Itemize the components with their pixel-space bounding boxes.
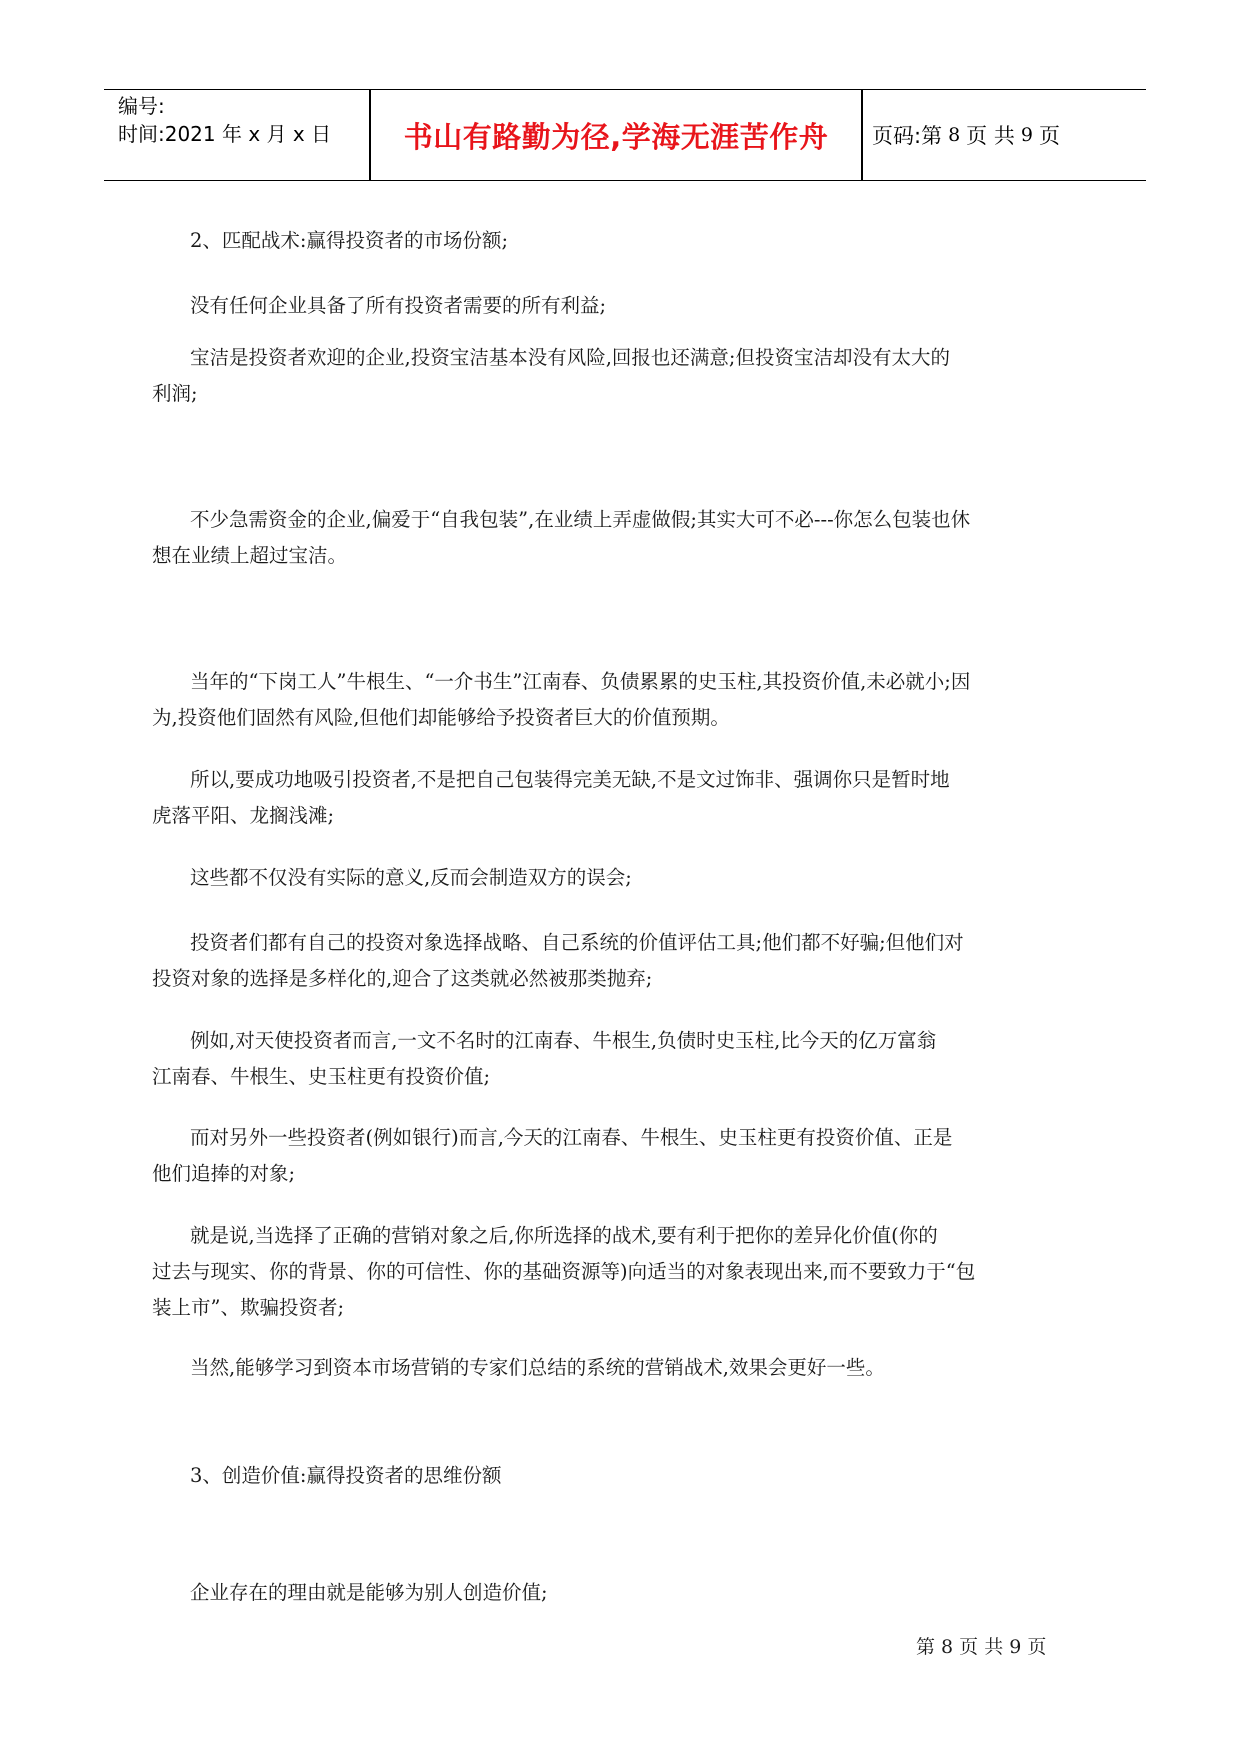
paragraph-line: 过去与现实、你的背景、你的可信性、你的基础资源等)向适当的对象表现出来,而不要致力于“包 bbox=[152, 1260, 976, 1283]
paragraph bbox=[152, 762, 1060, 834]
paragraph bbox=[152, 925, 1060, 997]
paragraph-line: 利润; bbox=[152, 382, 198, 405]
page-mid: 页 共 bbox=[966, 124, 1015, 148]
page-prefix: 页码:第 bbox=[872, 124, 943, 148]
paragraph bbox=[152, 502, 1060, 574]
document-number-label: 编号: bbox=[118, 94, 165, 118]
paragraph-line: 而对另外一些投资者(例如银行)而言,今天的江南春、牛根生、史玉柱更有投资价值、正是 bbox=[190, 1126, 953, 1149]
paragraph bbox=[152, 340, 1060, 412]
header-divider-right bbox=[861, 90, 863, 180]
paragraph bbox=[190, 223, 1060, 259]
paragraph bbox=[190, 1350, 1060, 1386]
paragraph-line: 他们追捧的对象; bbox=[152, 1162, 296, 1185]
paragraph-line: 2、匹配战术:赢得投资者的市场份额; bbox=[190, 229, 509, 252]
header-meta bbox=[118, 92, 368, 148]
paragraph-line: 3、创造价值:赢得投资者的思维份额 bbox=[190, 1464, 502, 1487]
paragraph-line: 想在业绩上超过宝洁。 bbox=[152, 544, 348, 567]
paragraph-line: 例如,对天使投资者而言,一文不名时的江南春、牛根生,负债时史玉柱,比今天的亿万富翁 bbox=[190, 1029, 937, 1052]
page-current: 8 bbox=[948, 124, 961, 146]
paragraph bbox=[190, 288, 1060, 324]
page-footer: 第 8 页 共 9 页 bbox=[916, 1636, 1047, 1658]
paragraph-line: 装上市”、欺骗投资者; bbox=[152, 1296, 345, 1319]
paragraph-line: 不少急需资金的企业,偏爱于“自我包装”,在业绩上弄虚做假;其实大可不必---你怎么包装也休 bbox=[190, 508, 971, 531]
paragraph-line: 投资对象的选择是多样化的,迎合了这类就必然被那类抛弃; bbox=[152, 967, 653, 990]
paragraph-line: 虎落平阳、龙搁浅滩; bbox=[152, 804, 335, 827]
document-time-label: 时间:2021 年 x 月 x 日 bbox=[118, 122, 332, 146]
document-header bbox=[104, 89, 1146, 181]
paragraph-line: 当然,能够学习到资本市场营销的专家们总结的系统的营销战术,效果会更好一些。 bbox=[190, 1356, 885, 1379]
paragraph-line: 投资者们都有自己的投资对象选择战略、自己系统的价值评估工具;他们都不好骗;但他们对 bbox=[190, 931, 964, 954]
paragraph bbox=[152, 1120, 1060, 1192]
paragraph bbox=[152, 664, 1060, 736]
page-suffix: 页 bbox=[1038, 124, 1060, 148]
paragraph-line: 企业存在的理由就是能够为别人创造价值; bbox=[190, 1581, 548, 1604]
paragraph bbox=[190, 1575, 1060, 1611]
paragraph-line: 没有任何企业具备了所有投资者需要的所有利益; bbox=[190, 294, 607, 317]
paragraph-line: 为,投资他们固然有风险,但他们却能够给予投资者巨大的价值预期。 bbox=[152, 706, 730, 729]
section-heading bbox=[190, 1458, 1060, 1494]
paragraph-line: 江南春、牛根生、史玉柱更有投资价值; bbox=[152, 1065, 491, 1088]
paragraph-line: 宝洁是投资者欢迎的企业,投资宝洁基本没有风险,回报也还满意;但投资宝洁却没有太大的 bbox=[190, 346, 950, 369]
paragraph-line: 所以,要成功地吸引投资者,不是把自己包装得完美无缺,不是文过饰非、强调你只是暂时地 bbox=[190, 768, 950, 791]
paragraph bbox=[190, 860, 1060, 896]
paragraph-line: 当年的“下岗工人”牛根生、“一介书生”江南春、负债累累的史玉柱,其投资价值,未必就小;因 bbox=[190, 670, 971, 693]
paragraph bbox=[152, 1218, 1060, 1326]
page-total: 9 bbox=[1020, 124, 1033, 146]
paragraph-line: 就是说,当选择了正确的营销对象之后,你所选择的战术,要有利于把你的差异化价值(你的 bbox=[190, 1224, 938, 1247]
header-motto: 书山有路勤为径,学海无涯苦作舟 bbox=[403, 119, 829, 154]
paragraph-line: 这些都不仅没有实际的意义,反而会制造双方的误会; bbox=[190, 866, 632, 889]
header-page-indicator bbox=[872, 90, 1060, 180]
paragraph bbox=[152, 1023, 1060, 1095]
